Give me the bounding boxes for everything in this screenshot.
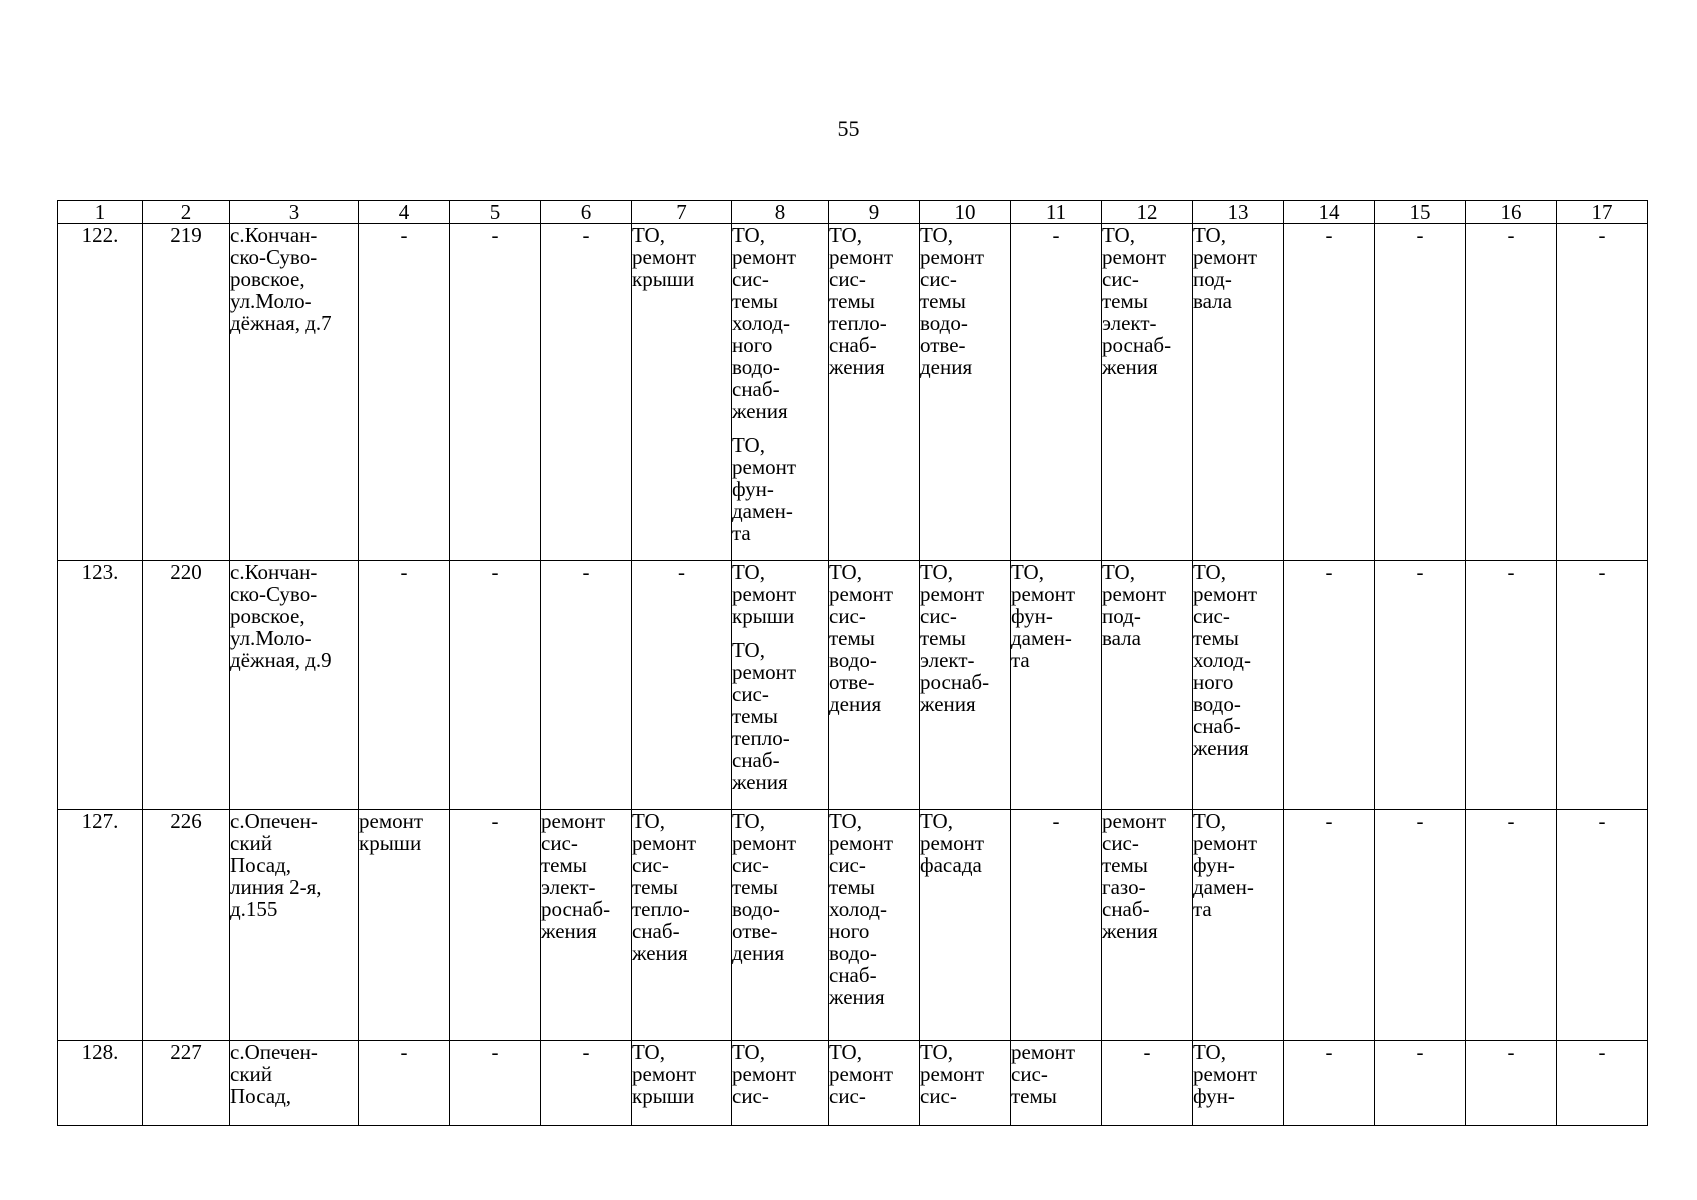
work-cell [359, 1041, 450, 1126]
cell-entry: 128. [81, 1040, 119, 1064]
cell-entry: - [1598, 560, 1606, 584]
row-index-cell [58, 1041, 143, 1126]
object-id-cell [143, 1041, 230, 1126]
cell-entry: - [491, 560, 499, 584]
cell-entry: - [1325, 560, 1333, 584]
address-cell [230, 224, 359, 561]
work-cell [920, 1041, 1011, 1126]
work-cell [541, 224, 632, 561]
cell-entry: с.Опечен- ский Посад, линия 2-я, д.155 [230, 809, 322, 921]
work-cell [632, 561, 732, 810]
work-cell [1466, 561, 1557, 810]
work-cell [1557, 224, 1648, 561]
work-cell [1466, 810, 1557, 1041]
work-cell [450, 810, 541, 1041]
work-cell [1102, 810, 1193, 1041]
work-cell [1193, 224, 1284, 561]
works-table [57, 200, 1648, 1126]
cell-entry: - [582, 1040, 590, 1064]
table-body [58, 201, 1648, 1126]
column-number-row [58, 201, 1648, 224]
cell-entry: ТО, ремонт сис- темы водо- отве- дения [829, 560, 894, 716]
cell-entry: 123. [81, 560, 119, 584]
cell-entry: 220 [170, 560, 202, 584]
cell-entry: - [400, 223, 408, 247]
work-cell [1375, 1041, 1466, 1126]
cell-entry: ТО, ремонт сис- [920, 1040, 985, 1108]
cell-entry: - [1143, 1040, 1151, 1064]
page-number: 55 [837, 116, 860, 141]
cell-entry: - [400, 1040, 408, 1064]
row-index-cell [58, 810, 143, 1041]
work-cell [1193, 1041, 1284, 1126]
cell-entry: - [1507, 223, 1515, 247]
work-cell [1284, 561, 1375, 810]
cell-entry: 219 [170, 223, 202, 247]
work-cell [732, 1041, 829, 1126]
object-id-cell [143, 561, 230, 810]
table-row [58, 224, 1648, 561]
cell-entry: ТО, ремонт сис- темы тепло- снаб- жения [632, 809, 697, 965]
cell-entry: - [582, 560, 590, 584]
column-number-cell: 8 [732, 201, 829, 224]
cell-entry: - [1598, 809, 1606, 833]
work-cell [732, 561, 829, 810]
cell-entry: 122. [81, 223, 119, 247]
table-row [58, 561, 1648, 810]
cell-entry: ТО, ремонт крыши [632, 223, 697, 291]
work-cell [359, 561, 450, 810]
work-cell [920, 810, 1011, 1041]
work-cell [1011, 224, 1102, 561]
cell-entry: - [491, 1040, 499, 1064]
work-cell [541, 810, 632, 1041]
work-cell [359, 224, 450, 561]
cell-entry: - [1052, 809, 1060, 833]
cell-entry: - [1507, 1040, 1515, 1064]
column-number-cell: 15 [1375, 201, 1466, 224]
object-id-cell [143, 810, 230, 1041]
cell-entry: - [491, 809, 499, 833]
cell-entry: 226 [170, 809, 202, 833]
work-cell [1011, 810, 1102, 1041]
column-number-cell: 2 [143, 201, 230, 224]
cell-entry: ТО, ремонт фун- дамен- та [732, 433, 797, 545]
address-cell [230, 810, 359, 1041]
work-cell [1375, 224, 1466, 561]
cell-entry: с.Кончан- ско-Суво- ровское, ул.Моло- дёжная, д.9 [230, 560, 332, 672]
cell-entry: ТО, ремонт сис- темы тепло- снаб- жения [829, 223, 894, 379]
cell-entry: ТО, ремонт фасада [920, 809, 985, 877]
cell-entry: 127. [81, 809, 119, 833]
cell-entry: - [1507, 809, 1515, 833]
work-cell [920, 224, 1011, 561]
work-cell [732, 224, 829, 561]
work-cell [1466, 224, 1557, 561]
column-number-cell: 11 [1011, 201, 1102, 224]
work-cell [1557, 1041, 1648, 1126]
work-cell [1375, 561, 1466, 810]
work-cell [1284, 810, 1375, 1041]
column-number-cell: 10 [920, 201, 1011, 224]
cell-entry: 227 [170, 1040, 202, 1064]
column-number-cell: 17 [1557, 201, 1648, 224]
cell-entry: ТО, ремонт сис- темы тепло- снаб- жения [732, 638, 797, 794]
column-number-cell: 14 [1284, 201, 1375, 224]
cell-entry: ТО, ремонт фун- дамен- та [1011, 560, 1076, 672]
cell-entry: ТО, ремонт крыши [632, 1040, 697, 1108]
work-cell [450, 224, 541, 561]
column-number-cell: 12 [1102, 201, 1193, 224]
work-cell [541, 1041, 632, 1126]
row-index-cell [58, 561, 143, 810]
row-index-cell [58, 224, 143, 561]
work-cell [541, 561, 632, 810]
column-number-cell: 3 [230, 201, 359, 224]
cell-entry: ТО, ремонт крыши [732, 560, 797, 628]
cell-entry: ТО, ремонт сис- темы водо- отве- дения [920, 223, 985, 379]
column-number-cell: 13 [1193, 201, 1284, 224]
work-cell [450, 561, 541, 810]
table-row [58, 1041, 1648, 1126]
work-cell [1102, 561, 1193, 810]
work-cell [829, 810, 920, 1041]
cell-entry: - [1416, 560, 1424, 584]
cell-entry: ТО, ремонт сис- [829, 1040, 894, 1108]
cell-entry: ТО, ремонт под- вала [1193, 223, 1258, 313]
cell-entry: - [1416, 809, 1424, 833]
column-number-cell: 4 [359, 201, 450, 224]
cell-entry: - [1507, 560, 1515, 584]
cell-entry: ТО, ремонт сис- темы холод- ного водо- снаб- жения [829, 809, 894, 1009]
address-cell [230, 1041, 359, 1126]
object-id-cell [143, 224, 230, 561]
cell-entry: - [1325, 223, 1333, 247]
column-number-cell: 7 [632, 201, 732, 224]
work-cell [829, 561, 920, 810]
cell-entry: ТО, ремонт сис- темы элект- роснаб- жения [1102, 223, 1172, 379]
work-cell [1102, 224, 1193, 561]
work-cell [1375, 810, 1466, 1041]
work-cell [632, 1041, 732, 1126]
work-cell [359, 810, 450, 1041]
cell-entry: ремонт сис- темы [1011, 1040, 1076, 1108]
cell-entry: ТО, ремонт под- вала [1102, 560, 1167, 650]
cell-entry: - [1325, 809, 1333, 833]
cell-entry: - [1052, 223, 1060, 247]
work-cell [1193, 561, 1284, 810]
cell-entry: ТО, ремонт сис- темы водо- отве- дения [732, 809, 797, 965]
cell-entry: ремонт сис- темы элект- роснаб- жения [541, 809, 611, 943]
column-number-cell: 5 [450, 201, 541, 224]
address-cell [230, 561, 359, 810]
cell-entry: ТО, ремонт сис- [732, 1040, 797, 1108]
cell-entry: - [1598, 1040, 1606, 1064]
cell-entry: ТО, ремонт сис- темы элект- роснаб- жения [920, 560, 990, 716]
cell-entry: с.Кончан- ско-Суво- ровское, ул.Моло- дёжная, д.7 [230, 223, 332, 335]
work-cell [450, 1041, 541, 1126]
cell-entry: ТО, ремонт сис- темы холод- ного водо- снаб- жения [1193, 560, 1258, 760]
cell-entry: - [678, 560, 685, 584]
work-cell [1011, 561, 1102, 810]
cell-entry: ТО, ремонт фун- [1193, 1040, 1258, 1108]
cell-entry: ремонт сис- темы газо- снаб- жения [1102, 809, 1167, 943]
work-cell [732, 810, 829, 1041]
cell-entry: - [1598, 223, 1606, 247]
work-cell [1284, 224, 1375, 561]
work-cell [632, 810, 732, 1041]
cell-entry: - [1416, 1040, 1424, 1064]
cell-entry: - [1325, 1040, 1333, 1064]
work-cell [1284, 1041, 1375, 1126]
work-cell [1193, 810, 1284, 1041]
cell-entry: с.Опечен- ский Посад, [230, 1040, 318, 1108]
cell-entry: - [1416, 223, 1424, 247]
cell-entry: - [400, 560, 408, 584]
column-number-cell: 1 [58, 201, 143, 224]
work-cell [1011, 1041, 1102, 1126]
work-cell [829, 1041, 920, 1126]
work-cell [632, 224, 732, 561]
cell-entry: - [582, 223, 590, 247]
column-number-cell: 9 [829, 201, 920, 224]
work-cell [1102, 1041, 1193, 1126]
work-cell [920, 561, 1011, 810]
work-cell [1557, 561, 1648, 810]
work-cell [829, 224, 920, 561]
cell-entry: ремонт крыши [359, 809, 424, 855]
cell-entry: ТО, ремонт фун- дамен- та [1193, 809, 1258, 921]
cell-entry: ТО, ремонт сис- темы холод- ного водо- снаб- жения [732, 223, 797, 423]
cell-entry: - [491, 223, 499, 247]
column-number-cell: 16 [1466, 201, 1557, 224]
column-number-cell: 6 [541, 201, 632, 224]
work-cell [1466, 1041, 1557, 1126]
work-cell [1557, 810, 1648, 1041]
table-row [58, 810, 1648, 1041]
